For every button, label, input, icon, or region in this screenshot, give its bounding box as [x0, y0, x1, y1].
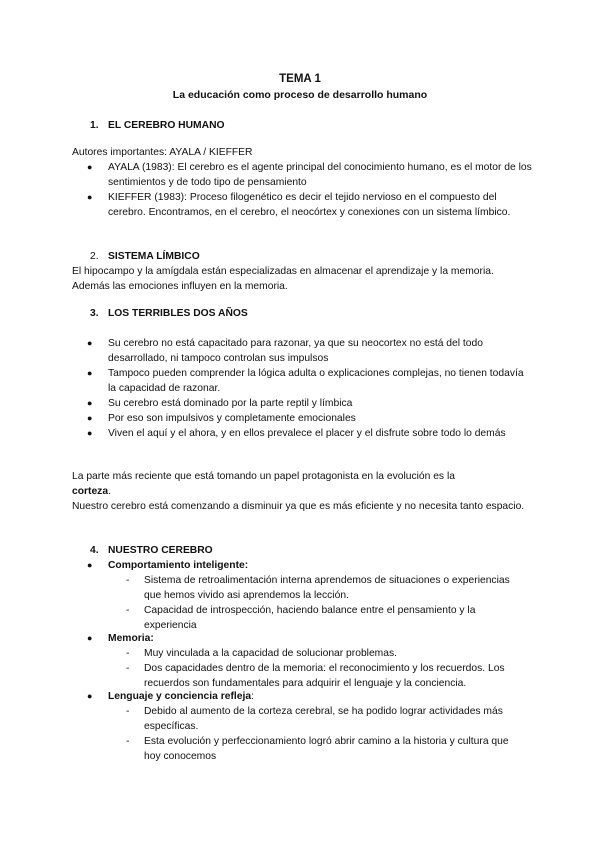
dash-icon: - — [126, 706, 130, 717]
bullet-icon: ● — [87, 368, 93, 378]
section-3-list — [72, 336, 532, 441]
group-label: ● Lenguaje y conciencia refleja: — [87, 691, 254, 702]
dash-icon: - — [126, 663, 130, 674]
bullet-icon: ● — [87, 192, 93, 202]
section-3-paragraph-2: Nuestro cerebro está comenzando a disminuir ya que es más eficiente y no necesita tanto espacio. — [72, 501, 525, 512]
bullet-icon: ● — [87, 413, 93, 423]
bullet-icon: ● — [87, 691, 93, 701]
bullet-icon: ● — [87, 398, 93, 408]
section-1-heading: EL CEREBRO HUMANO — [108, 120, 225, 131]
group-label: ● Memoria: — [87, 633, 154, 644]
list-item: ● Por eso son impulsivos y completamente emocionales — [87, 413, 356, 424]
bullet-icon: ● — [87, 633, 93, 643]
document-title: TEMA 1 — [279, 73, 321, 85]
bullet-icon: ● — [87, 338, 93, 348]
document-subtitle: La educación como proceso de desarrollo humano — [172, 89, 428, 101]
dash-icon: - — [126, 575, 130, 586]
list-item: - Muy vinculada a la capacidad de solucionar problemas. — [126, 648, 397, 659]
section-1-number: 1. — [90, 120, 99, 131]
list-item: ● Su cerebro no está capacitado para razonar, ya que su neocortex no está del todo desarrollado, ni tampoco controlan sus impulsos — [87, 338, 483, 364]
bullet-icon: ● — [87, 428, 93, 438]
section-4-group-memory — [87, 631, 528, 691]
list-item: - Esta evolución y perfeccionamiento logró abrir camino a la historia y cultura que hoy conocemos — [126, 736, 509, 762]
list-item: - Dos capacidades dentro de la memoria: el reconocimiento y los recuerdos. Los recuerdos son fundamentales para adquirir el lenguaje y la conciencia. — [126, 663, 505, 689]
section-3-heading: LOS TERRIBLES DOS AÑOS — [108, 308, 248, 319]
group-list — [108, 704, 528, 764]
list-item: - Sistema de retroalimentación interna aprendemos de situaciones o experiencias que hemos vivido asi aprendemos la lección. — [126, 575, 510, 601]
list-item: - Capacidad de introspección, haciendo balance entre el pensamiento y la experiencia — [126, 605, 476, 631]
dash-icon: - — [126, 648, 130, 659]
bullet-icon: ● — [87, 162, 93, 172]
dash-icon: - — [126, 605, 130, 616]
section-2-line-1: El hipocampo y la amígdala están especializadas en almacenar el aprendizaje y la memoria. — [72, 266, 494, 277]
list-item: ● Tampoco pueden comprender la lógica adulta o explicaciones complejas, no tienen todavía la capacidad de razonar. — [87, 368, 524, 394]
section-4-group-language — [87, 689, 528, 764]
group-list — [108, 573, 528, 633]
group-list — [108, 646, 528, 691]
section-2-number: 2. — [90, 251, 99, 262]
bullet-icon: ● — [87, 560, 93, 570]
section-3-paragraph-1: La parte más reciente que está tomando un papel protagonista en la evolución es la corteza. — [72, 471, 455, 497]
section-1-intro: Autores importantes: AYALA / KIEFFER — [72, 147, 253, 158]
list-item: ● AYALA (1983): El cerebro es el agente principal del conocimiento humano, es el motor de los sentimientos y de todo tipo de pensamiento — [87, 162, 532, 188]
list-item: ● Viven el aquí y el ahora, y en ellos prevalece el placer y el disfrute sobre todo lo demás — [87, 428, 506, 439]
list-item: ● KIEFFER (1983): Proceso filogenético es decir el tejido nervioso en el compuesto del cerebro. Encontramos, en el cerebro, el neocórtex y conexiones con un sistema límbico. — [87, 192, 511, 218]
section-3-number: 3. — [90, 308, 99, 319]
section-1-list — [72, 160, 532, 220]
list-item: ● Su cerebro está dominado por la parte reptil y límbica — [87, 398, 353, 409]
section-4-group-behaviour — [87, 558, 528, 633]
emphasis-corteza: corteza — [72, 486, 109, 497]
section-4-heading: NUESTRO CEREBRO — [108, 545, 213, 556]
section-4-number: 4. — [90, 545, 99, 556]
dash-icon: - — [126, 736, 130, 747]
section-2-line-2: Además las emociones influyen en la memoria. — [72, 281, 288, 292]
list-item: - Debido al aumento de la corteza cerebral, se ha podido lograr actividades más específicas. — [126, 706, 503, 732]
group-label: ● Comportamiento inteligente: — [87, 560, 249, 571]
section-2-heading: SISTEMA LÍMBICO — [108, 251, 200, 262]
